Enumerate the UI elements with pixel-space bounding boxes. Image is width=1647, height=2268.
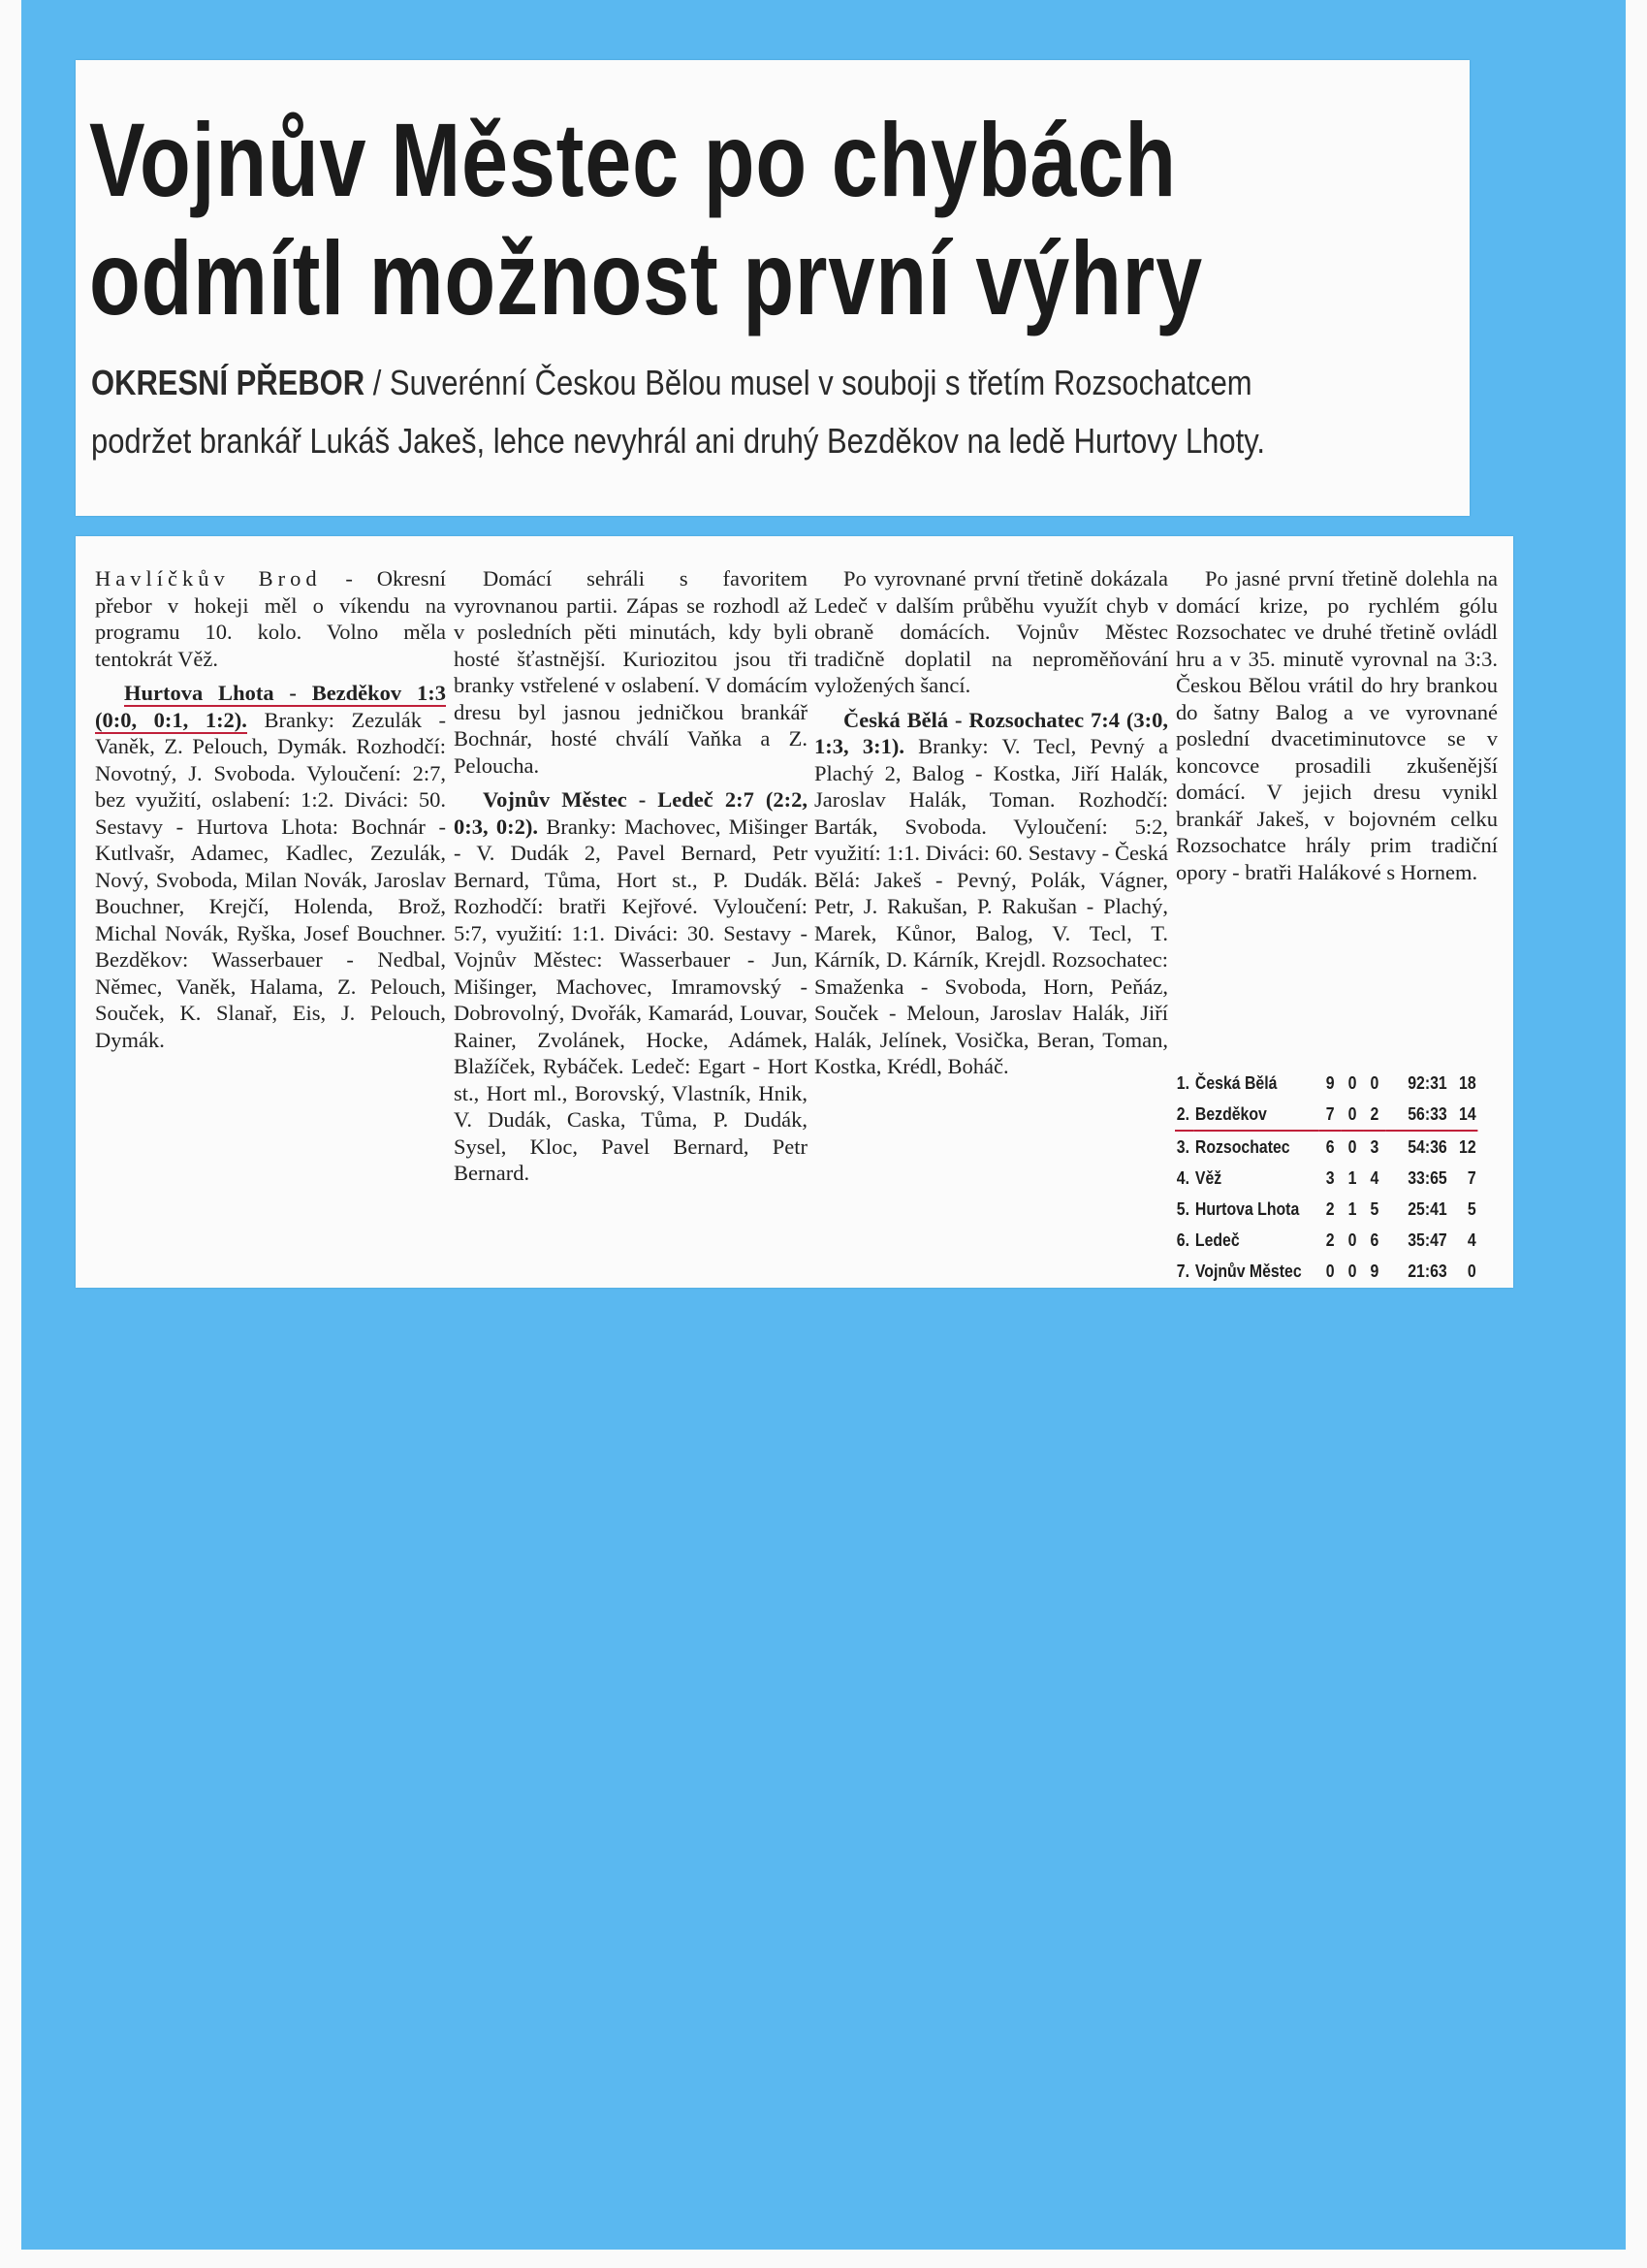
- standings-score: 54:36: [1408, 1136, 1447, 1157]
- standings-row: [1175, 1163, 1477, 1194]
- ceska-bela-paragraph: Po jasné první třetině dolehla na domácí krize, po rychlém gólu Rozsochatec ve druhé třetině ovládl hru a v 35. minutě vyrovnal na 3:3. Českou Bělou vrátil do hry brankou do šatny Balog a ve vyrovnané poslední dvacetiminutovce se v koncovce prosadili zkušenější domácí. V jejich dresu vynikl brankář Jakeš, v bojovném celku Rozsochatce hrály prim tradiční opory - bratři Halákové s Hornem.: [1176, 566, 1498, 884]
- standings-team: Ledeč: [1194, 1230, 1240, 1250]
- standings-points: 0: [1467, 1261, 1476, 1281]
- article-column-4: [1176, 565, 1498, 893]
- match-2-report-result: Vojnův Městec - Ledeč 2:7 (2:2, 0:3, 0:2).: [454, 787, 808, 839]
- standings-score: 25:41: [1408, 1198, 1447, 1219]
- standings-wins: 2: [1325, 1198, 1335, 1219]
- match-1-report: [95, 680, 446, 1053]
- standings-losses: 4: [1370, 1167, 1379, 1188]
- standings-draws: 0: [1342, 1099, 1364, 1131]
- match-1-details: Branky: Zezulák - Vaněk, Z. Pelouch, Dymák. Rozhodčí: Novotný, J. Svoboda. Vyloučení: 2:7, bez využití, oslabení: 1:2. Diváci: 50. Sestavy - Hurtova Lhota: Bochnár - Kutlvašr, Adamec, Kadlec, Zezulák, Nový, Svoboda, Milan Novák, Jaroslav Bouchner, Krejčí, Holenda, Brož, Michal Novák, Ryška, Josef Bouchner. Bezděkov: Wasserbauer - Nedbal, Němec, Vaněk, Halama, Z. Pelouch, Souček, K. Slanař, Eis, J. Pelouch, Dymák.: [95, 707, 447, 1052]
- article-clipping: [76, 536, 1513, 1288]
- standings-team: Hurtova Lhota: [1194, 1198, 1300, 1219]
- standings-score: 35:47: [1408, 1230, 1447, 1250]
- standings-score: 33:65: [1408, 1167, 1447, 1188]
- standings-row: [1175, 1068, 1477, 1099]
- standings-draws: 1: [1347, 1198, 1357, 1219]
- section-label: OKRESNÍ PŘEBOR: [91, 363, 365, 402]
- standings-row: [1175, 1099, 1477, 1131]
- match-2-report: [454, 786, 808, 1187]
- standings-wins: 9: [1325, 1072, 1335, 1093]
- standings-draws: 0: [1347, 1230, 1357, 1250]
- standings-losses: 2: [1363, 1099, 1385, 1131]
- standings-row: [1175, 1225, 1477, 1256]
- standings-rank: 7.: [1176, 1261, 1189, 1281]
- standings-rank: 6.: [1176, 1230, 1189, 1250]
- standings-rank: 5.: [1176, 1198, 1189, 1219]
- standings-draws: 1: [1347, 1167, 1357, 1188]
- standings-rank: 1.: [1176, 1072, 1189, 1093]
- standings-points: 4: [1467, 1230, 1476, 1250]
- standings-team: Vojnův Městec: [1194, 1261, 1302, 1281]
- match-2-report-details: Branky: Machovec, Mišinger - V. Dudák 2, Pavel Bernard, Petr Bernard, Tůma, Hort st., P. Dudák. Rozhodčí: bratři Kejřové. Vyloučení: 5:7, využití: 1:1. Diváci: 30. Sestavy - Vojnův Městec: Wasserbauer - Jun, Mišinger, Machovec, Imramovský - Dobrovolný, Dvořák, Kamarád, Louvar, Rainer, Zvolánek, Hocke, Adámek, Blažíček, Rybáček. Ledeč: Egart - Hort st., Hort ml., Borovský, Vlastník, Hnik, V. Dudák, Caska, Tůma, P. Dudák, Sysel, Kloc, Pavel Bernard, Petr Bernard.: [454, 814, 808, 1185]
- standings-rank: 3.: [1176, 1136, 1189, 1157]
- standings-losses: 0: [1370, 1072, 1379, 1093]
- intro-paragraph: [95, 565, 446, 672]
- headline-clipping: [76, 60, 1470, 516]
- standings-losses: 9: [1370, 1261, 1379, 1281]
- article-column-1: [95, 565, 446, 1061]
- standings-row: [1175, 1131, 1477, 1163]
- standings-table: [1175, 1068, 1477, 1287]
- standings-score: 56:33: [1385, 1099, 1448, 1131]
- intro-text: - Okresní přebor v hokeji měl o víkendu na programu 10. kolo. Volno měla tentokrát Věž.: [95, 566, 446, 671]
- subhead-separator: /: [364, 363, 390, 402]
- standings-losses: 5: [1370, 1198, 1379, 1219]
- standings-wins: 7: [1319, 1099, 1342, 1131]
- standings-wins: 6: [1325, 1136, 1335, 1157]
- ledec-paragraph: Po vyrovnané první třetině dokázala Ledeč v dalším průběhu využít chyb v obraně domácích. Vojnův Městec tradičně doplatil na neproměňování vyložených šancí.: [814, 566, 1168, 697]
- standings-points: 12: [1459, 1136, 1476, 1157]
- standings-points: 5: [1467, 1198, 1476, 1219]
- standings-points: 14: [1448, 1099, 1477, 1131]
- standings-losses: 6: [1370, 1230, 1379, 1250]
- subhead-text-2: podržet brankář Lukáš Jakeš, lehce nevyhrál ani druhý Bezděkov na ledě Hurtovy Lhoty.: [91, 421, 1266, 461]
- headline: [89, 101, 1203, 337]
- standings-row: [1175, 1256, 1477, 1287]
- subhead-line-1: [91, 354, 1275, 412]
- standings-team: Bezděkov: [1193, 1099, 1319, 1131]
- subheadline: [91, 354, 1275, 470]
- standings-points: 18: [1459, 1072, 1476, 1093]
- home-team-paragraph: Domácí sehráli s favoritem vyrovnanou partii. Zápas se rozhodl až v posledních pěti minutách, kdy byli hosté šťastnější. Kuriozitou jsou tři branky vstřelené v oslabení. V domácím dresu byl jasnou jedničkou brankář Bochnár, hosté chválí Vaňka a Z. Peloucha.: [454, 566, 808, 778]
- match-1-result: Hurtova Lhota - Bezděkov 1:3 (0:0, 0:1, 1:2).: [95, 681, 446, 732]
- article-column-2: [454, 565, 808, 1195]
- standings-team: Česká Bělá: [1194, 1072, 1278, 1093]
- match-3-report: [814, 707, 1168, 1080]
- standings-draws: 0: [1347, 1072, 1357, 1093]
- standings-row: [1175, 1194, 1477, 1225]
- standings-score: 92:31: [1408, 1072, 1447, 1093]
- standings-rank: 2.: [1175, 1099, 1193, 1131]
- article-column-3: [814, 565, 1168, 1088]
- standings-wins: 0: [1325, 1261, 1335, 1281]
- headline-line-1: Vojnův Městec po chybách: [89, 101, 1177, 218]
- headline-line-2: odmítl možnost první výhry: [89, 219, 1203, 336]
- standings-score: 21:63: [1408, 1261, 1447, 1281]
- standings-losses: 3: [1370, 1136, 1379, 1157]
- standings-wins: 2: [1325, 1230, 1335, 1250]
- standings-rank: 4.: [1176, 1167, 1189, 1188]
- match-3-report-result: Česká Bělá - Rozsochatec 7:4 (3:0, 1:3, 3:1).: [814, 707, 1168, 758]
- standings-team: Věž: [1194, 1167, 1222, 1188]
- standings-points: 7: [1467, 1167, 1476, 1188]
- standings-draws: 0: [1347, 1136, 1357, 1157]
- standings-team: Rozsochatec: [1194, 1136, 1290, 1157]
- standings-wins: 3: [1325, 1167, 1335, 1188]
- standings-draws: 0: [1347, 1261, 1357, 1281]
- subhead-text-1: Suverénní Českou Bělou musel v souboji s třetím Rozsochatcem: [389, 363, 1252, 402]
- match-3-report-details: Branky: V. Tecl, Pevný a Plachý 2, Balog - Kostka, Jiří Halák, Jaroslav Halák, Toman. Rozhodčí: Barták, Svoboda. Vyloučení: 5:2, využití: 1:1. Diváci: 60. Sestavy - Česká Bělá: Jakeš - Pevný, Polák, Vágner, Petr, J. Rakušan, P. Rakušan - Plachý, Marek, Kůnor, Balog, V. Tecl, T. Kárník, D. Kárník, Krejdl. Rozsochatec: Smaženka - Svoboda, Horn, Peňáz, Souček - Meloun, Jaroslav Halák, Jiří Halák, Jelínek, Vosička, Beran, Toman, Kostka, Krédl, Boháč.: [814, 734, 1168, 1078]
- dateline: Havlíčkův Brod: [95, 566, 322, 591]
